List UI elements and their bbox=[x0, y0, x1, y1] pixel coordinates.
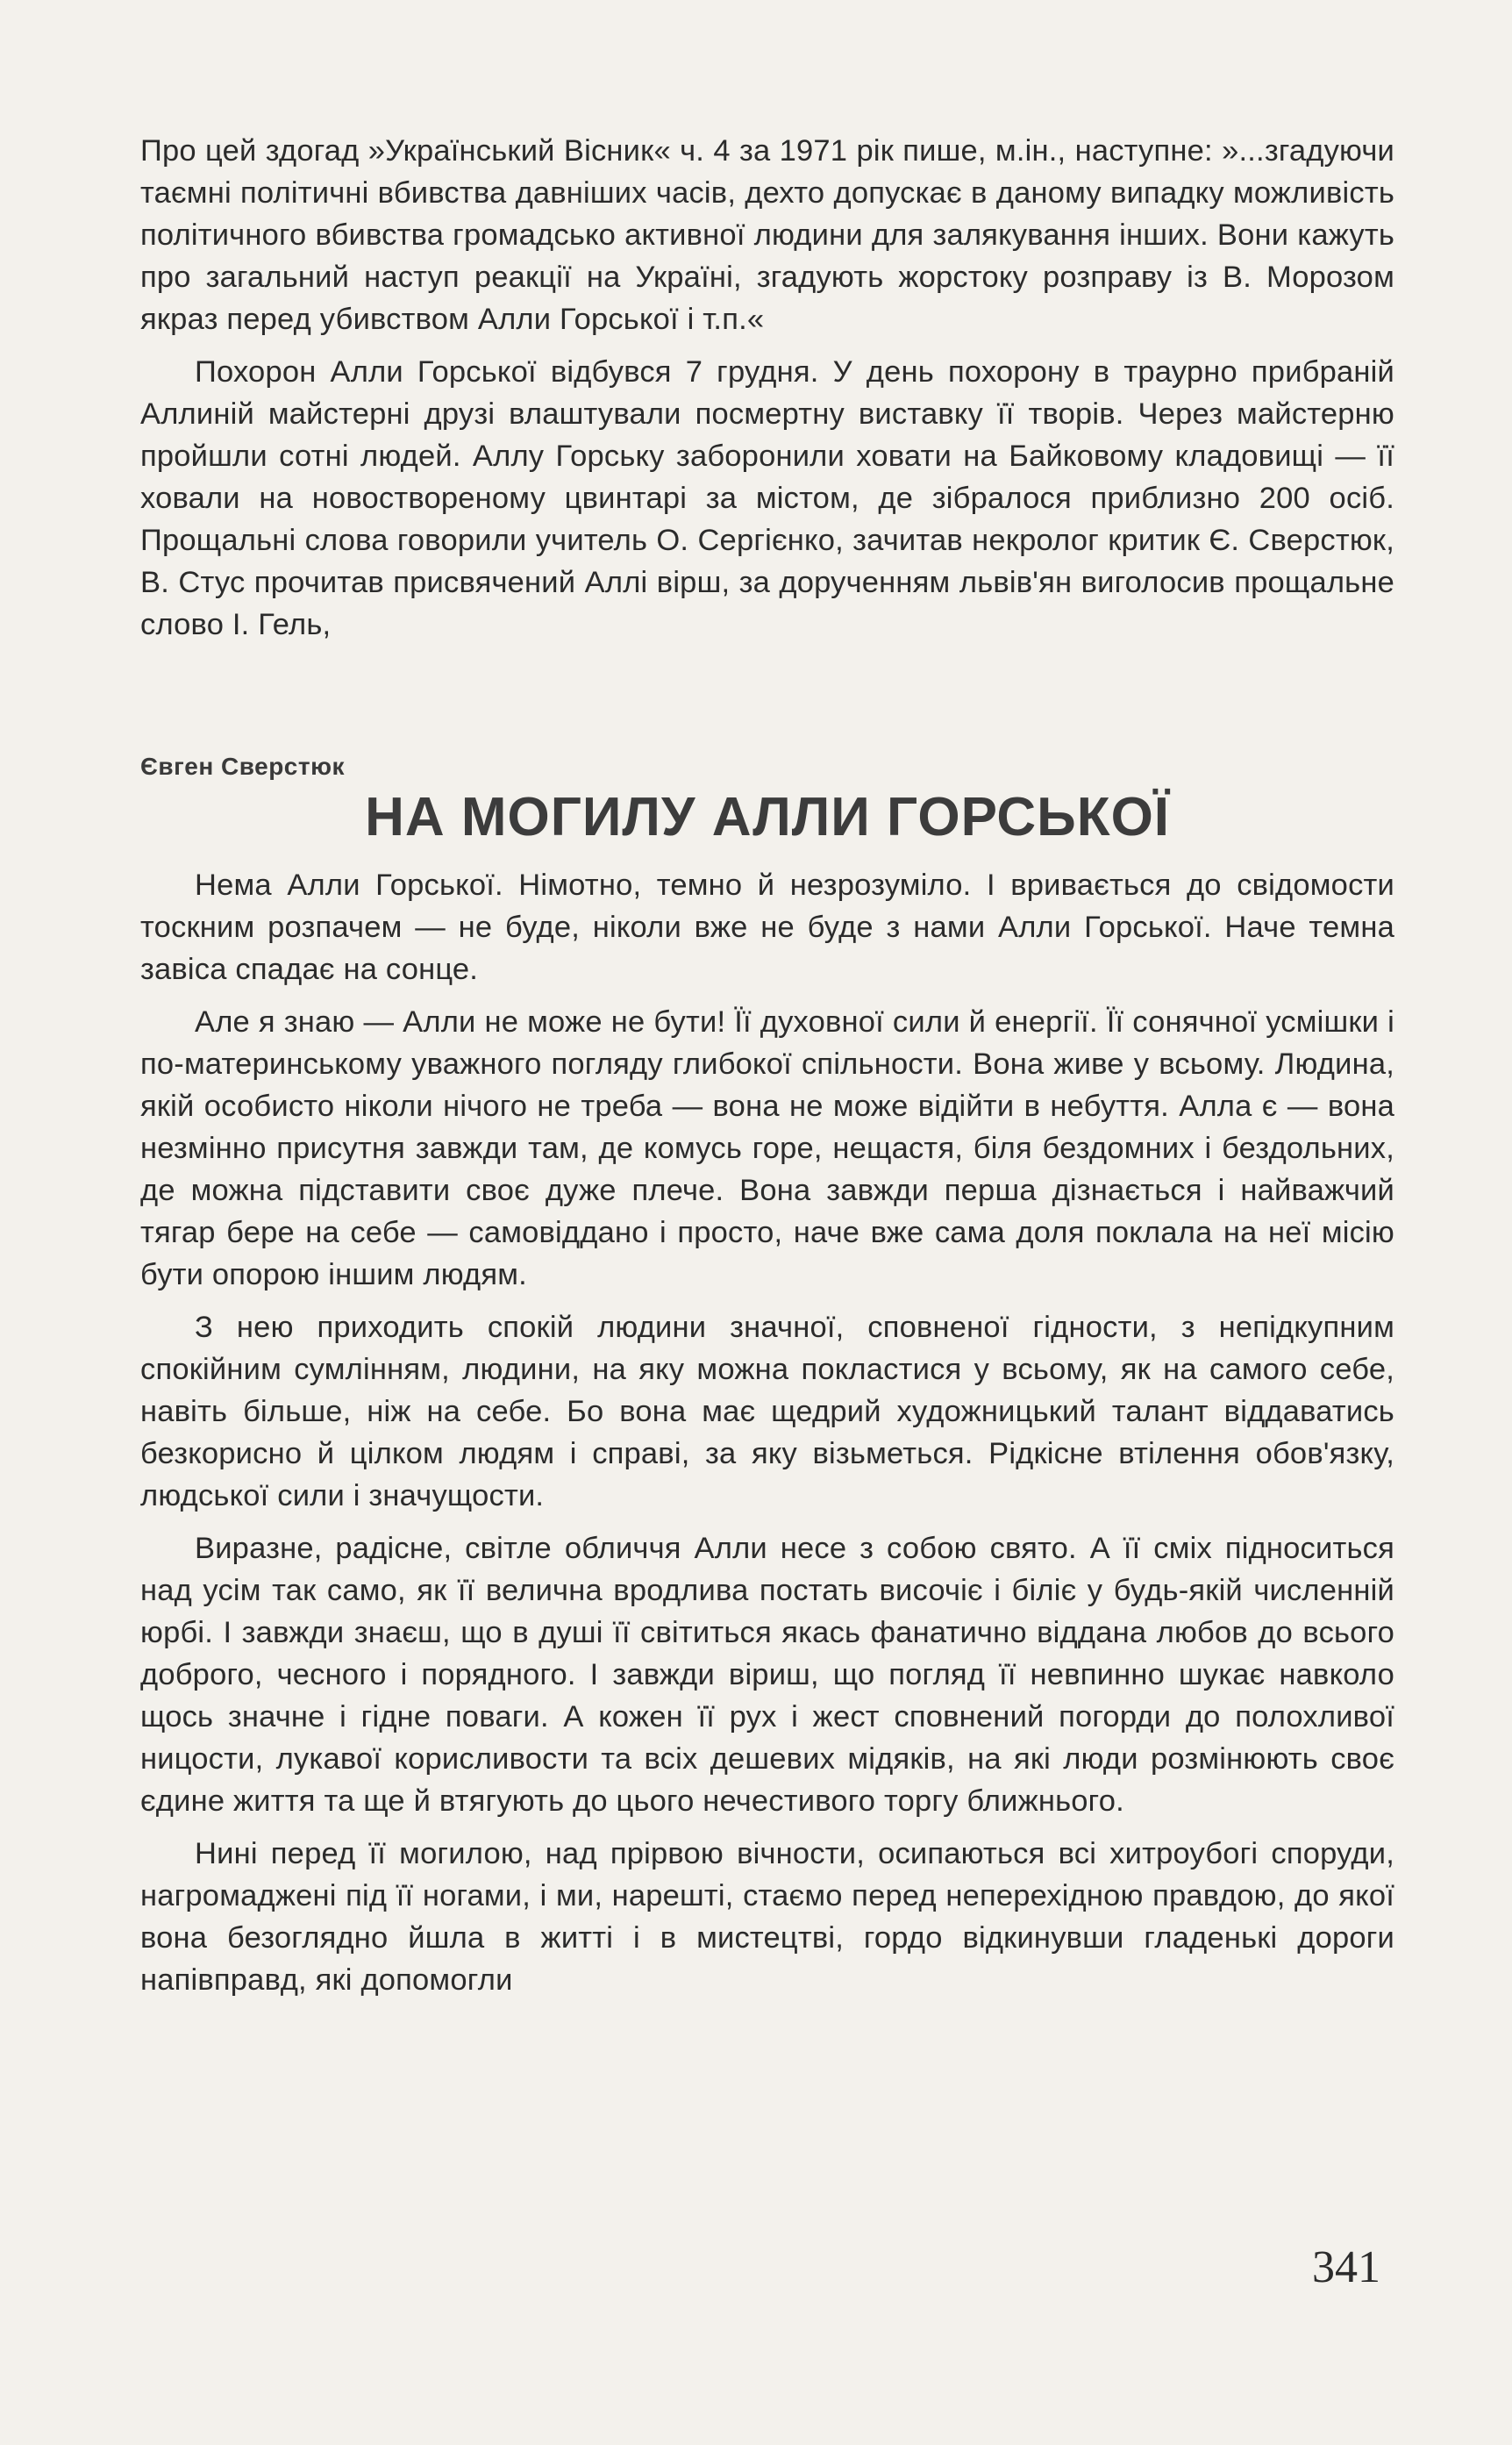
article-author: Євген Сверстюк bbox=[140, 753, 346, 780]
section-spacer bbox=[140, 656, 1394, 753]
article-paragraph-4: Виразне, радісне, світле обличчя Алли несе з собою свято. А її сміх підноситься над усім так само, як її велична вродлива постать височіє і біліє у будь-якій численній юрбі. І завжди знаєш, що в душі її світиться якась фанатично віддана любов до всього доброго, чесного і порядного. І завжди віриш, що погляд її невпинно шукає навколо щось значне і гідне поваги. А кожен її рух і жест сповнений погорди до полохливої ницости, лукавої корисливости та всіх дешевих мідяків, на які люди розмінюють своє єдине життя та ще й втягують до цього нечестивого торгу ближнього. bbox=[140, 1532, 1394, 1818]
document-page bbox=[140, 130, 1394, 2012]
article-title: НА МОГИЛУ АЛЛИ ГОРСЬКОЇ bbox=[365, 787, 1170, 847]
article-paragraph-2: Але я знаю — Алли не може не бути! Її духовної сили й енергії. Її сонячної усмішки і по-материнському уважного погляду глибокої спільности. Вона живе у всьому. Людина, якій особисто ніколи нічого не треба — вона не може відійти в небуття. Алла є — вона незмінно присутня завжди там, де комусь горе, нещастя, біля бездомних і бездольних, де можна підставити своє дуже плече. Вона завжди перша дізнається і найважчий тягар бере на себе — самовіддано і просто, наче вже сама доля поклала на неї місію бути опорою іншим людям. bbox=[140, 1005, 1394, 1291]
page-number: 341 bbox=[1312, 2242, 1380, 2292]
article-paragraph-3: З нею приходить спокій людини значної, сповненої гідности, з непідкупним спокійним сумлінням, людини, на яку можна покластися у всьому, як на самого себе, навіть більше, ніж на себе. Бо вона має щедрий художницький талант віддаватись безкорисно й цілком людям і справі, за яку візьметься. Рідкісне втілення обов'язку, людської сили і значущости. bbox=[140, 1311, 1394, 1512]
article-paragraph-5: Нині перед її могилою, над прірвою вічности, осипаються всі хитроубогі споруди, нагромаджені під її ногами, і ми, нарешті, стаємо перед неперехідною правдою, до якої вона безоглядно йшла в житті і в мистецтві, гордо відкинувши гладенькі дороги напівправд, які допомогли bbox=[140, 1837, 1394, 1997]
intro-paragraph-1: Про цей здогад »Український Вісник« ч. 4 за 1971 рік пише, м.ін., наступне: »...згадуючи таємні політичні вбивства давніших часів, дехто допускає в даному випадку можливість політичного вбивства громадсько активної людини для залякування інших. Вони кажуть про загальний наступ реакції на Україні, згадують жорстоку розправу із В. Морозом якраз перед убивством Алли Горської і т.п.« bbox=[140, 134, 1394, 336]
article-paragraph-1: Нема Алли Горської. Німотно, темно й незрозуміло. І вривається до свідомости тоскним розпачем — не буде, ніколи вже не буде з нами Алли Горської. Наче темна завіса спадає на сонце. bbox=[140, 869, 1394, 986]
intro-paragraph-2: Похорон Алли Горської відбувся 7 грудня. У день похорону в траурно прибраній Аллиній майстерні друзі влаштували посмертну виставку її творів. Через майстерню пройшли сотні людей. Аллу Горську заборонили ховати на Байковому кладовищі — її ховали на новоствореному цвинтарі за містом, де зібралося приблизно 200 осіб. Прощальні слова говорили учитель О. Сергієнко, зачитав некролог критик Є. Сверстюк, В. Стус прочитав присвячений Аллі вірш, за дорученням львів'ян виголосив прощальне слово І. Гель, bbox=[140, 355, 1394, 641]
